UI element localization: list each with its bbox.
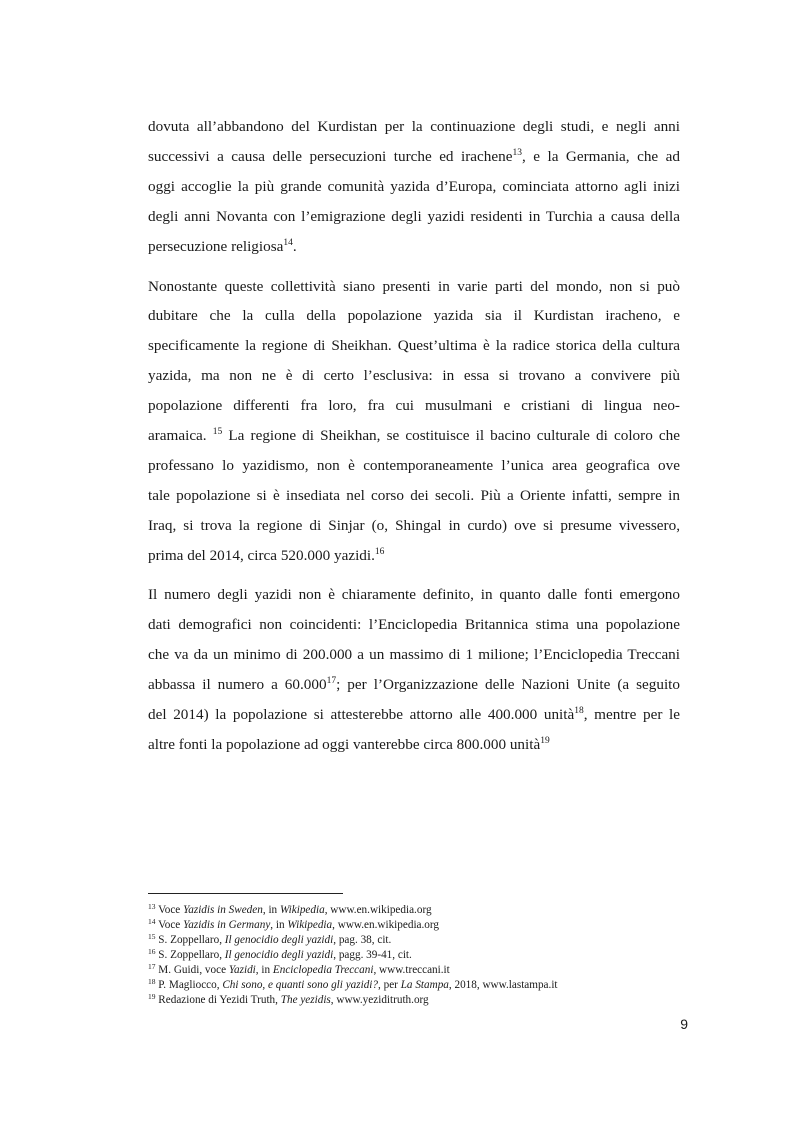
text-line: Nonostante queste collettività siano presenti in varie parti del mondo, non si può — [148, 278, 680, 295]
footnote-ref: 18 — [574, 706, 584, 716]
text-line: dovuta all’abbandono del Kurdistan per la continuazione degli studi, e negli anni — [148, 118, 680, 135]
text-line: aramaica. $^{15}$ La regione di Sheikhan, se costituisce il bacino culturale di coloro che — [148, 427, 680, 444]
page-number: 9 — [680, 1016, 688, 1032]
footnote-ref: 19 — [540, 736, 550, 746]
text-line: del 2014) la popolazione si attesterebbe attorno alle 400.000 unità$^{18}$, mentre per le — [148, 706, 680, 723]
footnote: $^{17}$ M. Guidi, voce Yazidi, in Enciclopedia Treccani, www.treccani.it — [148, 962, 450, 976]
text-line: degli anni Novanta con l’emigrazione degli yazidi residenti in Turchia a causa della — [148, 208, 680, 225]
text-line: che va da un minimo di 200.000 a un massimo di 1 milione; l’Enciclopedia Treccani — [148, 646, 680, 663]
footnote-separator — [148, 893, 343, 894]
footnote: $^{15}$ S. Zoppellaro, Il genocidio degli yazidi, pag. 38, cit. — [148, 932, 392, 946]
text-line: prima del 2014, circa 520.000 yazidi.$^{16}$ — [148, 547, 385, 564]
text-line: abbassa il numero a 60.000$^{17}$; per l’Organizzazione delle Nazioni Unite (a seguito — [148, 676, 680, 693]
text-line: professano lo yazidismo, non è contemporaneamente l’unica area geografica ove — [148, 457, 680, 474]
footnote-ref: 16 — [374, 547, 385, 557]
text-line: persecuzione religiosa$^{14}$. — [148, 238, 297, 255]
footnote-ref: 15 — [212, 427, 223, 437]
text-line: specificamente la regione di Sheikhan. Quest’ultima è la radice storica della cultura — [148, 337, 680, 354]
footnote-ref: 14 — [283, 238, 293, 248]
text-line: Iraq, si trova la regione di Sinjar (o, Shingal in curdo) ove si presume vivessero, — [148, 517, 680, 534]
text-line: oggi accoglie la più grande comunità yazida d’Europa, cominciata attorno agli inizi — [148, 178, 680, 195]
text-line: dubitare che la culla della popolazione yazida sia il Kurdistan iracheno, e — [148, 307, 680, 324]
footnote: $^{13}$ Voce Yazidis in Sweden, in Wikipedia, www.en.wikipedia.org — [148, 902, 432, 916]
text-line: tale popolazione si è insediata nel corso dei secoli. Più a Oriente infatti, sempre in — [148, 487, 680, 504]
text-line: dati demografici non coincidenti: l’Enciclopedia Britannica stima una popolazione — [148, 616, 680, 633]
text-line: popolazione differenti fra loro, fra cui musulmani e cristiani di lingua neo- — [148, 397, 680, 414]
text-line: Il numero degli yazidi non è chiaramente definito, in quanto dalle fonti emergono — [148, 586, 680, 603]
text-line: successivi a causa delle persecuzioni turche ed irachene$^{13}$, e la Germania, che ad — [148, 148, 680, 165]
footnote-ref: 17 — [326, 676, 337, 686]
text-line: yazida, ma non ne è di certo l’esclusiva: in essa si trovano a convivere più — [148, 367, 680, 384]
footnote: $^{16}$ S. Zoppellaro, Il genocidio degli yazidi, pagg. 39-41, cit. — [148, 947, 412, 961]
footnote: $^{14}$ Voce Yazidis in Germany, in Wikipedia, www.en.wikipedia.org — [148, 917, 440, 931]
text-line: altre fonti la popolazione ad oggi vanterebbe circa 800.000 unità$^{19}$ — [148, 736, 550, 753]
footnote-ref: 13 — [512, 148, 522, 158]
footnote: $^{18}$ P. Magliocco, Chi sono, e quanti sono gli yazidi?, per La Stampa, 2018, www.lastampa.it — [148, 977, 558, 991]
footnote: $^{19}$ Redazione di Yezidi Truth, The yezidis, www.yeziditruth.org — [148, 992, 429, 1006]
